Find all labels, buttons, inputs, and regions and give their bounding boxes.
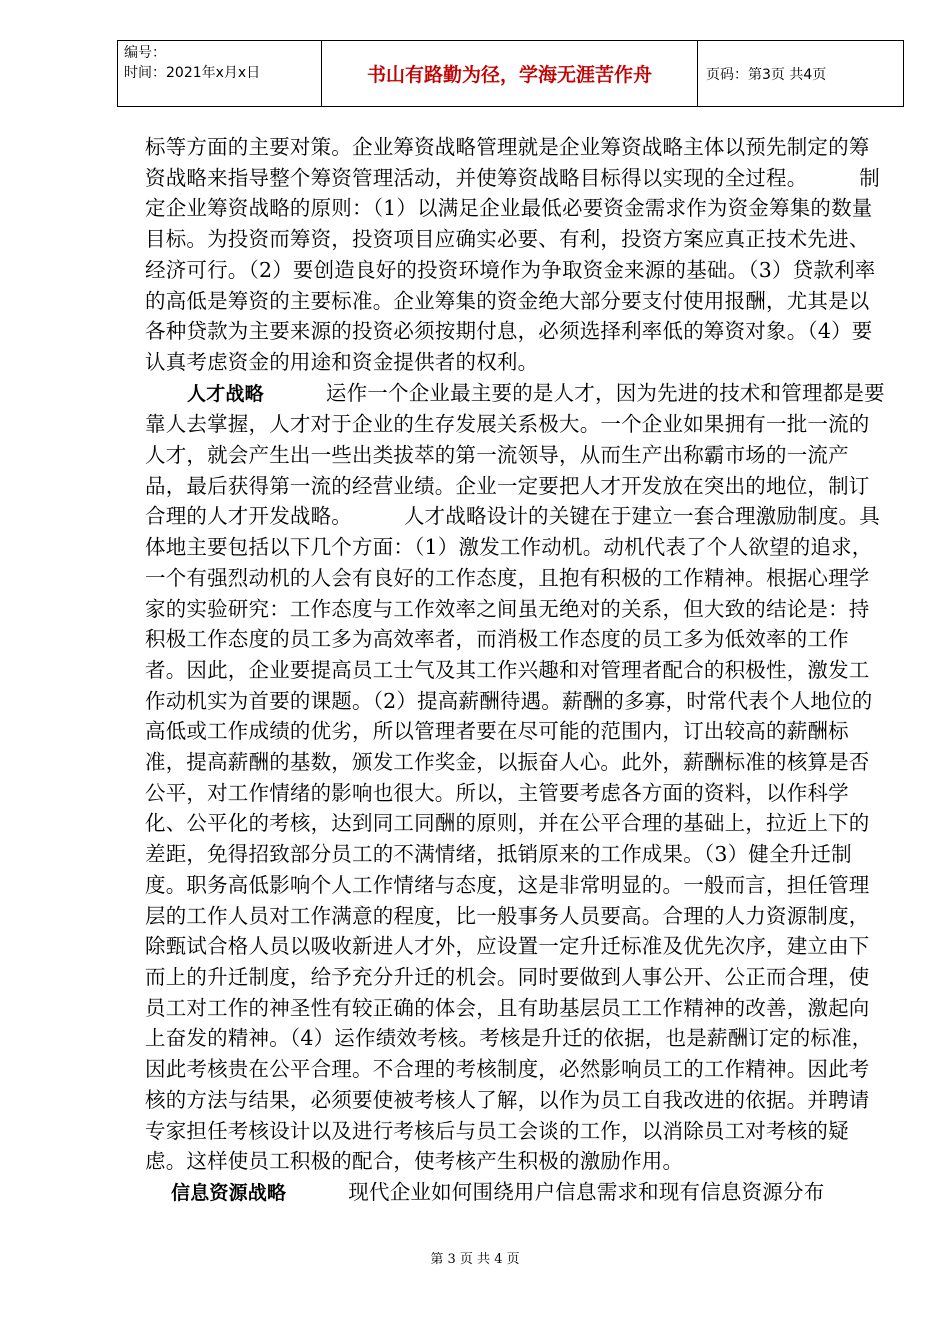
paragraph-info-strategy [145, 1177, 885, 1209]
header-time-label: 时间：2021年x月x日 [124, 65, 261, 81]
paragraph-info-text: 现代企业如何围绕用户信息需求和现有信息资源分布 [286, 1179, 825, 1204]
page-header-table [117, 40, 904, 107]
footer-page-number: 第 3 页 共 4 页 [430, 1252, 520, 1267]
heading-info-strategy: 信息资源战略 [171, 1181, 287, 1204]
paragraph-talent-text: 运作一个企业最主要的是人才，因为先进的技术和管理都是要靠人去掌握，人才对于企业的生存发展关系极大。一个企业如果拥有一批一流的人才，就会产生出一些出类拔萃的第一流领导，从而生产出称霸市场的一流产品，最后获得第一流的经营业绩。企业一定要把人才开发放在突出的地位，制订合理的人才开发战略。 人才战略设计的关键在于建立一套合理激励制度。具体地主要包括以下几个方面：（1）激发工作动机。动机代表了个人欲望的追求，一个有强烈动机的人会有良好的工作态度，且抱有积极的工作精神。根据心理学家的实验研究：工作态度与工作效率之间虽无绝对的关系，但大致的结论是：持积极工作态度的员工多为高效率者，而消极工作态度的员工多为低效率的工作者。因此，企业要提高员工士气及其工作兴趣和对管理者配合的积极性，激发工作动机实为首要的课题。（2）提高薪酬待遇。薪酬的多寡，时常代表个人地位的高低或工作成绩的优劣，所以管理者要在尽可能的范围内，订出较高的薪酬标准，提高薪酬的基数，颁发工作奖金，以振奋人心。此外，薪酬标准的核算是否公平，对工作情绪的影响也很大。所以，主管要考虑各方面的资料，以作科学化、公平化的考核，达到同工同酬的原则，并在公平合理的基础上，拉近上下的差距，免得招致部分员工的不满情绪，抵销原来的工作成果。（3）健全升迁制度。职务高低影响个人工作情绪与态度，这是非常明显的。一般而言，担任管理层的工作人员对工作满意的程度，比一般事务人员要高。合理的人力资源制度，除甄试合格人员以吸收新进人才外，应设置一定升迁标准及优先次序，建立由下而上的升迁制度，给予充分升迁的机会。同时要做到人事公开、公正而合理，使员工对工作的神圣性有较正确的体会，且有助基层员工工作精神的改善，激起向上奋发的精神。（4）运作绩效考核。考核是升迁的依据，也是薪酬订定的标准，因此考核贵在公平合理。不合理的考核制度，必然影响员工的工作精神。因此考核的方法与结果，必须要使被考核人了解，以作为员工自我改进的依据。并聘请专家担任考核设计以及进行考核后与员工会谈的工作，以消除员工对考核的疑虑。这样使员工积极的配合，使考核产生积极的激励作用。 [145, 380, 885, 1174]
header-meta-cell [118, 41, 322, 107]
document-body [145, 132, 885, 1209]
paragraph-financing-strategy: 标等方面的主要对策。企业筹资战略管理就是企业筹资战略主体以预先制定的筹资战略来指导整个筹资管理活动，并使筹资战略目标得以实现的全过程。 制定企业筹资战略的原则：（1）以满足企业最低必要资金需求作为资金筹集的数量目标。为投资而筹资，投资项目应确实必要、有利，投资方案应真正技术先进、经济可行。（2）要创造良好的投资环境作为争取资金来源的基础。（3）贷款利率的高低是筹资的主要标准。企业筹集的资金绝大部分要支付使用报酬，尤其是以各种贷款为主要来源的投资必须按期付息，必须选择利率低的筹资对象。（4）要认真考虑资金的用途和资金提供者的权利。 [145, 135, 880, 374]
header-motto: 书山有路勤为径，学海无涯苦作舟 [322, 41, 698, 107]
header-page-info: 页码：第3页 共4页 [698, 41, 904, 107]
header-code-label: 编号： [124, 45, 166, 61]
paragraph-talent-strategy [145, 378, 885, 1177]
heading-talent-strategy: 人才战略 [187, 382, 264, 405]
page-footer [0, 1248, 950, 1267]
